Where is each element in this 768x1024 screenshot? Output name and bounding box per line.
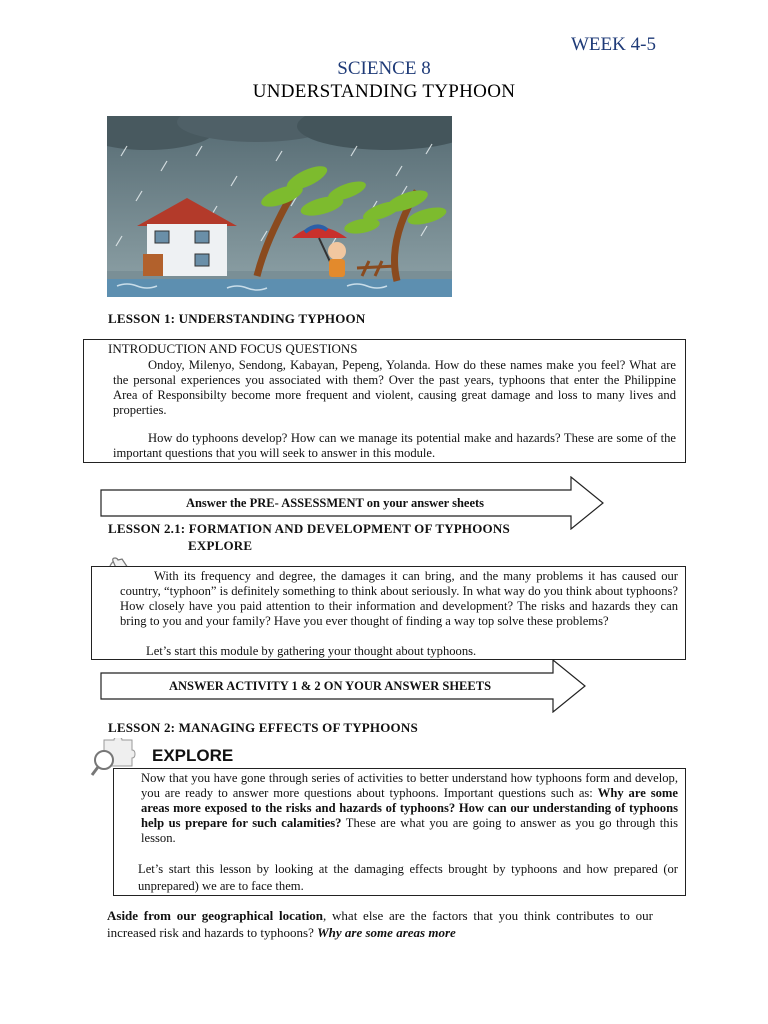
- module-title: UNDERSTANDING TYPHOON: [252, 81, 516, 102]
- pre-assessment-label: Answer the PRE- ASSESSMENT on your answer sheets: [185, 496, 485, 510]
- explore2-paragraph-1: Now that you have gone through series of activities to better understand how typhoons form and develop, you are ready to answer more questions about typhoons. Important questions such as: Why are some areas more exposed to the risks and hazards of typhoons? How can our understanding of typhoons help us prepare for such calamities? These are what you are going to answer as you go through this lesson.: [141, 771, 678, 845]
- lesson21-explore: EXPLORE: [188, 538, 253, 553]
- typhoon-illustration: [107, 116, 452, 297]
- explore-box-1: [91, 566, 686, 660]
- intro-paragraph-2: How do typhoons develop? How can we manage its potential make and hazards? These are some of the important questions that you will seek to answer in this module.: [113, 431, 676, 460]
- explore1-paragraph-1: With its frequency and degree, the damages it can bring, and the many problems it has caused our country, “typhoon” is definitely something to think about seriously. In what way do you think about typhoons? How closely have you paid attention to their information and development? The risks and hazards they can bring to you and your family? Have you ever thought of finding a way top solve these problems?: [120, 569, 678, 628]
- lesson21-heading: LESSON 2.1: FORMATION AND DEVELOPMENT OF TYPHOONS: [108, 521, 510, 536]
- explore2-paragraph-2: Let’s start this lesson by looking at the damaging effects brought by typhoons and how prepared (or unprepared) we are to face them.: [138, 862, 678, 893]
- explore-box-2: [113, 768, 686, 896]
- intro-paragraph-1: Ondoy, Milenyo, Sendong, Kabayan, Pepeng, Yolanda. How do these names make you feel? What are the personal experiences you associated with them? Over the past years, typhoons that enter the Philippine Area of Responsibilty become more frequent and violent, causing great damage and loss to many lives and properties.: [113, 358, 676, 417]
- subject-title: SCIENCE 8: [337, 58, 431, 79]
- intro-box-label: INTRODUCTION AND FOCUS QUESTIONS: [108, 341, 358, 356]
- closing-paragraph: Aside from our geographical location, what else are the factors that you think contributes to our increased risk and hazards to typhoons? Why are some areas more: [107, 908, 653, 940]
- explore1-paragraph-2: Let’s start this module by gathering your thought about typhoons.: [146, 644, 477, 658]
- explore2-key-questions: Why are some areas more exposed to the risks and hazards of typhoons? How can our understanding of typhoons help us prepare for such calamities?: [141, 786, 678, 830]
- lesson2-explore-label: EXPLORE: [152, 746, 234, 765]
- lesson2-heading: LESSON 2: MANAGING EFFECTS OF TYPHOONS: [108, 720, 418, 735]
- activity-arrow: [100, 659, 587, 713]
- activity-label: ANSWER ACTIVITY 1 & 2 ON YOUR ANSWER SHEETS: [168, 679, 492, 693]
- lesson1-heading: LESSON 1: UNDERSTANDING TYPHOON: [108, 311, 366, 326]
- week-label: WEEK 4-5: [571, 34, 656, 55]
- intro-box: [83, 339, 686, 463]
